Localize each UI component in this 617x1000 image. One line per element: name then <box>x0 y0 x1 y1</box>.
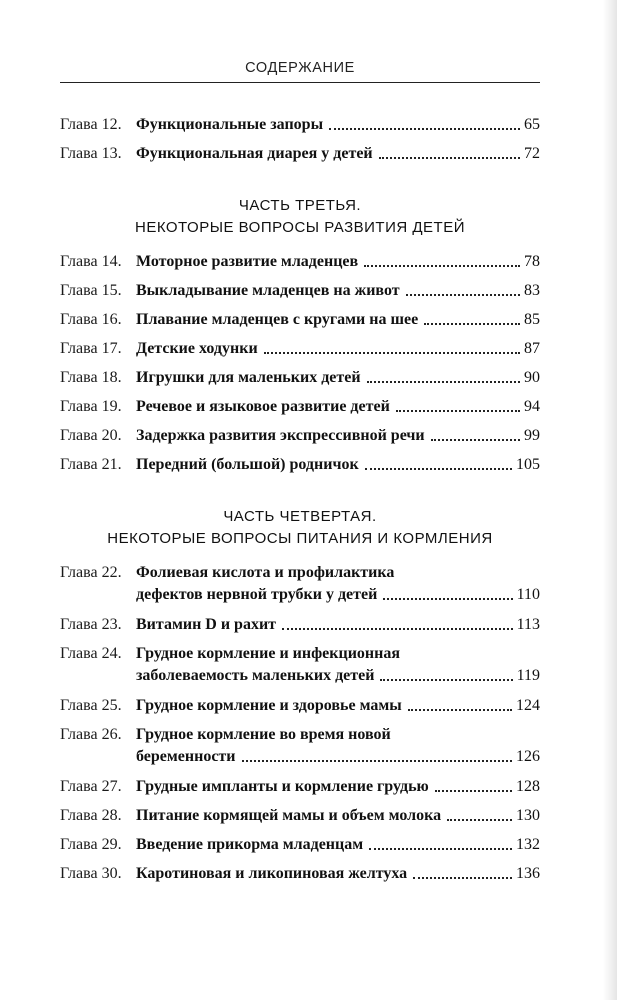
chapter-line <box>136 695 540 717</box>
toc-entry[interactable] <box>60 367 540 389</box>
part-heading-number: ЧАСТЬ ТРЕТЬЯ. <box>238 197 362 214</box>
chapter-title: Передний (большой) родничок <box>136 456 359 473</box>
dot-leader <box>369 848 512 850</box>
dot-leader <box>447 819 512 821</box>
running-head: СОДЕРЖАНИЕ <box>245 60 355 76</box>
chapter-title: Питание кормящей мамы и объем молока <box>136 807 442 824</box>
part-heading-number: ЧАСТЬ ЧЕТВЕРТАЯ. <box>223 508 377 525</box>
header-rule <box>60 82 540 83</box>
chapter-line <box>136 367 540 389</box>
chapter-number: Глава 13. <box>60 145 122 162</box>
chapter-text <box>136 251 540 273</box>
page-number: 113 <box>516 616 540 633</box>
toc-entry[interactable] <box>60 863 540 885</box>
chapter-title-line: Фолиевая кислота и профилактика <box>136 564 395 581</box>
toc-entry[interactable] <box>60 338 540 360</box>
chapter-text <box>136 562 540 606</box>
chapter-number: Глава 26. <box>60 726 122 743</box>
page-number: 87 <box>524 340 540 357</box>
part-heading-title: НЕКОТОРЫЕ ВОПРОСЫ РАЗВИТИЯ ДЕТЕЙ <box>134 219 465 236</box>
chapter-text <box>136 367 540 389</box>
page-number: 78 <box>524 253 540 270</box>
chapter-number: Глава 14. <box>60 253 122 270</box>
toc-entry[interactable] <box>60 562 540 606</box>
chapter-line <box>136 280 540 302</box>
chapter-title: Игрушки для маленьких детей <box>136 369 361 386</box>
toc-entry[interactable] <box>60 614 540 636</box>
toc-entry[interactable] <box>60 396 540 418</box>
dot-leader <box>365 468 512 470</box>
toc-entry[interactable] <box>60 643 540 687</box>
chapter-number: Глава 23. <box>60 616 122 633</box>
chapter-text <box>136 454 540 476</box>
chapter-number: Глава 19. <box>60 398 122 415</box>
page-number: 130 <box>516 807 540 824</box>
chapter-line <box>136 614 540 636</box>
page-number: 119 <box>516 667 540 684</box>
chapter-number: Глава 27. <box>60 778 122 795</box>
table-of-contents <box>60 114 540 892</box>
dot-leader <box>408 709 512 711</box>
toc-entry[interactable] <box>60 834 540 856</box>
chapter-number: Глава 24. <box>60 645 122 662</box>
toc-entry[interactable] <box>60 454 540 476</box>
dot-leader <box>380 679 512 681</box>
chapter-text <box>136 425 540 447</box>
chapter-title-line: Грудное кормление во время новой <box>136 726 391 743</box>
chapter-line <box>136 309 540 331</box>
dot-leader <box>264 352 520 354</box>
chapter-title: Каротиновая и ликопиновая желтуха <box>136 865 408 882</box>
chapter-line <box>136 805 540 827</box>
chapter-text <box>136 643 540 687</box>
page-number: 83 <box>524 282 540 299</box>
chapter-line <box>136 746 540 768</box>
dot-leader <box>406 294 520 296</box>
page-number: 65 <box>524 116 540 133</box>
chapter-title: Функциональные запоры <box>136 116 324 133</box>
toc-entry[interactable] <box>60 309 540 331</box>
chapter-number: Глава 16. <box>60 311 122 328</box>
chapter-title: Задержка развития экспрессивной речи <box>136 427 425 444</box>
chapter-line <box>136 143 540 165</box>
dot-leader <box>329 128 520 130</box>
page-number: 90 <box>524 369 540 386</box>
chapter-number: Глава 15. <box>60 282 122 299</box>
page-number: 105 <box>516 456 540 473</box>
dot-leader <box>431 439 520 441</box>
chapter-number: Глава 20. <box>60 427 122 444</box>
chapter-text <box>136 695 540 717</box>
page-number: 126 <box>516 748 540 765</box>
chapter-line <box>136 454 540 476</box>
page-number: 85 <box>524 311 540 328</box>
dot-leader <box>413 877 512 879</box>
chapter-text <box>136 805 540 827</box>
chapter-line <box>136 251 540 273</box>
toc-entry[interactable] <box>60 724 540 768</box>
dot-leader <box>364 265 520 267</box>
dot-leader <box>379 157 520 159</box>
page-number: 136 <box>516 865 540 882</box>
dot-leader <box>367 381 520 383</box>
toc-entry[interactable] <box>60 280 540 302</box>
chapter-text <box>136 114 540 136</box>
toc-entry[interactable] <box>60 805 540 827</box>
chapter-text <box>136 724 540 768</box>
page-number: 94 <box>524 398 540 415</box>
chapter-line <box>136 834 540 856</box>
chapter-number: Глава 12. <box>60 116 122 133</box>
chapter-number: Глава 21. <box>60 456 122 473</box>
chapter-number: Глава 28. <box>60 807 122 824</box>
chapter-title: беременности <box>136 748 236 765</box>
chapter-text <box>136 614 540 636</box>
dot-leader <box>383 598 512 600</box>
chapter-title: Введение прикорма младенцам <box>136 836 364 853</box>
chapter-number: Глава 17. <box>60 340 122 357</box>
chapter-text <box>136 834 540 856</box>
part-heading <box>60 195 540 239</box>
chapter-title: Функциональная диарея у детей <box>136 145 373 162</box>
chapter-title-line: Грудное кормление и инфекционная <box>136 645 401 662</box>
page-number: 124 <box>516 697 540 714</box>
chapter-title: Грудные импланты и кормление грудью <box>136 778 429 795</box>
chapter-text <box>136 776 540 798</box>
chapter-text <box>136 863 540 885</box>
dot-leader <box>435 790 512 792</box>
chapter-line <box>136 114 540 136</box>
chapter-number: Глава 25. <box>60 697 122 714</box>
chapter-line <box>136 338 540 360</box>
chapter-text <box>136 338 540 360</box>
chapter-text <box>136 309 540 331</box>
page-number: 99 <box>524 427 540 444</box>
toc-entry[interactable] <box>60 776 540 798</box>
chapter-text <box>136 396 540 418</box>
chapter-number: Глава 29. <box>60 836 122 853</box>
toc-entry[interactable] <box>60 114 540 136</box>
chapter-title: Моторное развитие младенцев <box>136 253 359 270</box>
toc-entry[interactable] <box>60 143 540 165</box>
page-number: 128 <box>516 778 540 795</box>
chapter-line <box>136 396 540 418</box>
chapter-line <box>136 425 540 447</box>
chapter-number: Глава 22. <box>60 564 122 581</box>
part-heading-title: НЕКОТОРЫЕ ВОПРОСЫ ПИТАНИЯ И КОРМЛЕНИЯ <box>107 530 493 547</box>
chapter-title: заболеваемость маленьких детей <box>136 667 375 684</box>
page-number: 132 <box>516 836 540 853</box>
chapter-title: Выкладывание младенцев на живот <box>136 282 400 299</box>
chapter-line <box>136 776 540 798</box>
chapter-title: Речевое и языковое развитие детей <box>136 398 390 415</box>
chapter-text <box>136 143 540 165</box>
dot-leader <box>282 628 513 630</box>
chapter-line <box>136 863 540 885</box>
chapter-line <box>136 584 540 606</box>
dot-leader <box>242 760 512 762</box>
chapter-title: Витамин D и рахит <box>136 616 277 633</box>
chapter-text <box>136 280 540 302</box>
toc-entry[interactable] <box>60 425 540 447</box>
page-number: 110 <box>516 586 540 603</box>
chapter-line <box>136 665 540 687</box>
part-heading <box>60 506 540 550</box>
chapter-title: дефектов нервной трубки у детей <box>136 586 378 603</box>
chapter-title: Детские ходунки <box>136 340 258 357</box>
chapter-title: Плавание младенцев с кругами на шее <box>136 311 419 328</box>
chapter-number: Глава 30. <box>60 865 122 882</box>
dot-leader <box>424 323 520 325</box>
toc-entry[interactable] <box>60 695 540 717</box>
page-number: 72 <box>524 145 540 162</box>
dot-leader <box>396 410 520 412</box>
chapter-number: Глава 18. <box>60 369 122 386</box>
chapter-title: Грудное кормление и здоровье мамы <box>136 697 402 714</box>
toc-entry[interactable] <box>60 251 540 273</box>
page-edge-shadow <box>603 0 617 1000</box>
